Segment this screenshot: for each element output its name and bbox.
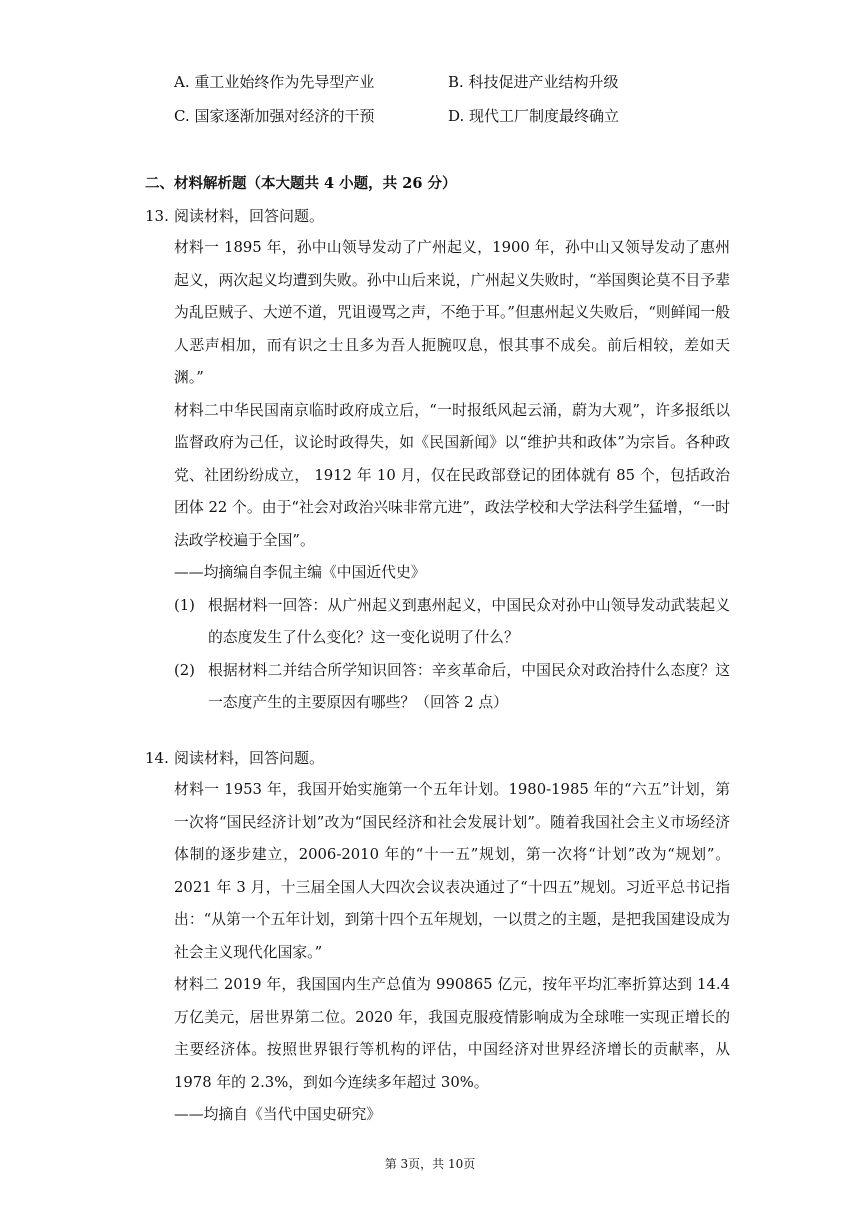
option-c: C. 国家逐渐加强对经济的干预: [174, 106, 375, 125]
section-title: 二、材料解析题（本大题共 4 小题，共 26 分）: [145, 175, 457, 192]
options-row: [174, 98, 734, 132]
citation: ——均摘自《当代中国史研究》: [174, 1106, 382, 1123]
options-row: [174, 64, 734, 98]
sub-question-text: 根据材料二并结合所学知识回答：辛亥革命后，中国民众对政治持什么态度？这一态度产生的主要原因有哪些？（回答 2 点）: [208, 661, 730, 711]
question-13: [145, 200, 730, 720]
material-1: 材料一 1953 年，我国开始实施第一个五年计划。1980-1985 年的“六五”计划，第一次将“国民经济计划”改为“国民经济和社会发展计划”。随着我国社会主义市场经济体制的逐步建立，2006-2010 年的“十一五”规划，第一次将“计划”改为“规划”。2021 年 3 月，十三届全国人大四次会议表决通过了“十四五”规划。习近平总书记指出：“从第一个五年计划，到第十四个五年规划，一以贯之的主题，是把我国建设成为社会主义现代化国家。”: [174, 781, 730, 961]
sub-question-number: (1): [174, 596, 195, 614]
question-text: 阅读材料，回答问题。: [174, 749, 325, 767]
question-stem: [145, 200, 725, 232]
material-1: 材料一 1895 年，孙中山领导发动了广州起义，1900 年，孙中山又领导发动了惠州起义，两次起义均遭到失败。孙中山后来说，广州起义失败时，“举国舆论莫不目予辈为乱臣贼子、大逆不道，咒诅谩骂之声，不绝于耳。”但惠州起义失败后，“则鲜闻一般人恶声相加，而有识之士且多为吾人扼腕叹息，恨其事不成矣。前后相较，差如天渊。”: [174, 239, 730, 386]
material-2: 材料二 2019 年，我国国内生产总值为 990865 亿元，按年平均汇率折算达到 14.4 万亿美元，居世界第二位。2020 年，我国克服疫情影响成为全球唯一实现正增长的主要经济体。按照世界银行等机构的评估，中国经济对世界经济增长的贡献率，从 1978 年的 2.3%，到如今连续多年超过 30%。: [174, 976, 730, 1091]
sub-question-text: 根据材料一回答：从广州起义到惠州起义，中国民众对孙中山领导发动武装起义的态度发生了什么变化？这一变化说明了什么？: [208, 596, 730, 646]
question-14: [145, 742, 730, 1132]
option-d: D. 现代工厂制度最终确立: [448, 106, 620, 125]
option-b: B. 科技促进产业结构升级: [448, 72, 619, 91]
question-number: 14.: [145, 749, 169, 767]
question-stem: [145, 742, 725, 774]
citation: ——均摘编自李侃主编《中国近代史》: [174, 564, 426, 581]
question-body: [145, 774, 730, 1132]
material-2: 材料二中华民国南京临时政府成立后，“一时报纸风起云涌，蔚为大观”，许多报纸以监督政府为己任，议论时政得失，如《民国新闻》以“维护共和政体”为宗旨。各种政党、社团纷纷成立， 1912 年 10 月，仅在民政部登记的团体就有 85 个，包括政治团体 22 个。由于“社会对政治兴味非常亢进”，政法学校和大学法科学生猛增，“一时法政学校遍于全国”。: [174, 401, 730, 549]
question-text: 阅读材料，回答问题。: [174, 207, 325, 225]
sub-question-number: (2): [174, 661, 195, 679]
option-a: A. 重工业始终作为先导型产业: [174, 72, 375, 91]
sub-question-1: [174, 590, 730, 655]
answer-options: [174, 64, 734, 132]
sub-question-2: [174, 655, 730, 720]
page-footer: 第 3页，共 10页: [384, 1157, 476, 1171]
question-body: [145, 232, 730, 720]
question-number: 13.: [145, 207, 169, 225]
